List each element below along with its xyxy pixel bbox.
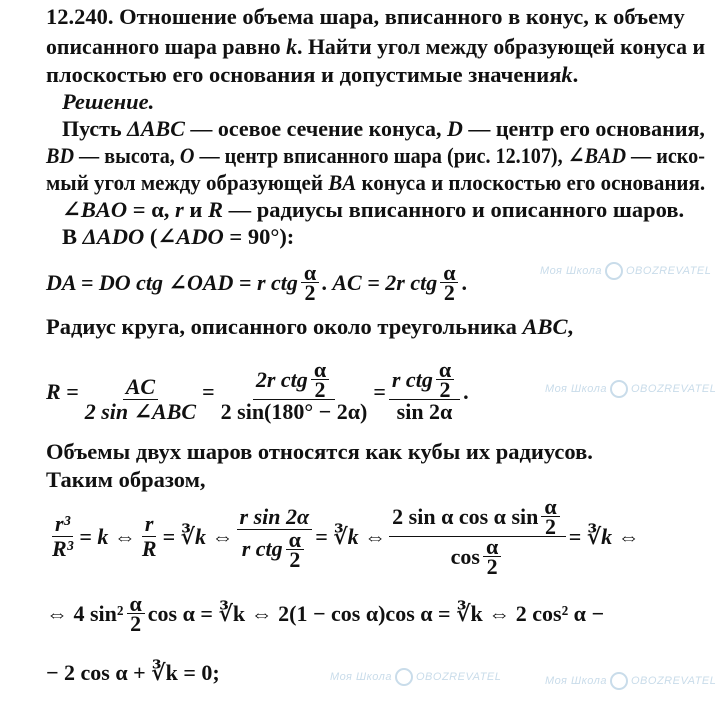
fraction	[436, 357, 454, 402]
text-segment: 2	[443, 280, 455, 305]
equation-3	[46, 494, 640, 579]
text-segment: ∠BAD	[567, 143, 627, 168]
text-segment: R	[208, 197, 224, 222]
text-segment: α	[436, 360, 454, 380]
text-segment: α	[440, 263, 458, 283]
text-segment: и	[183, 197, 208, 222]
watermark: Моя Школа OBOZREVATEL	[545, 380, 716, 398]
fraction	[49, 512, 76, 561]
text-segment: = ∛k ⇔	[315, 523, 387, 549]
watermark: Моя Школа OBOZREVATEL	[540, 262, 711, 280]
text-segment: .	[461, 269, 467, 295]
text-segment: 2	[130, 611, 142, 636]
text-segment: Таким образом,	[46, 467, 206, 492]
text-segment: ABC	[522, 314, 568, 339]
fraction	[139, 512, 160, 561]
text-segment: описанного шара равно	[46, 34, 281, 59]
text-segment: cos	[450, 543, 480, 569]
text-segment: cos α = ∛k ⇔ 2(1 − cos α)cos α = ∛k ⇔ 2 cos² α −	[147, 600, 604, 626]
problem-line-2	[46, 34, 705, 60]
solution-heading	[62, 89, 154, 115]
watermark: Моя Школа OBOZREVATEL	[330, 668, 501, 686]
radius-text	[46, 314, 573, 340]
fraction	[218, 357, 371, 424]
text-segment: .	[572, 62, 579, 87]
text-segment: 2	[545, 514, 557, 539]
text-segment: 2	[314, 377, 326, 402]
text-segment: мый угол между образующей	[46, 170, 329, 195]
text-segment: BD	[46, 143, 74, 168]
text-segment: = k ⇔	[79, 523, 136, 549]
fraction	[82, 361, 199, 424]
fraction	[541, 494, 559, 539]
text-segment: α	[301, 263, 319, 283]
text-segment: = ∛k ⇔	[162, 523, 234, 549]
text-segment: .	[463, 379, 469, 404]
text-segment: r ctg	[391, 366, 433, 392]
text-segment: k	[561, 62, 573, 87]
text-segment: 2	[439, 377, 451, 402]
text-segment: R =	[46, 379, 79, 404]
text-segment: BA	[328, 170, 357, 195]
text-segment: =	[202, 379, 215, 404]
text-segment: плоскостью его основания и допустимые значения	[46, 62, 562, 87]
text-segment: r	[175, 197, 184, 222]
fraction	[440, 260, 458, 305]
solution-p5	[62, 224, 294, 250]
text-segment: r	[144, 511, 154, 536]
text-segment: D	[447, 116, 463, 141]
text-segment: α	[483, 537, 501, 557]
text-segment: В	[62, 224, 83, 249]
text-segment: . Найти угол между образующей конуса и	[297, 34, 706, 59]
text-segment: — высота,	[73, 143, 180, 168]
text-segment: r³	[55, 511, 71, 536]
solution-p1	[62, 116, 705, 142]
text-segment: ,	[567, 314, 574, 339]
text-segment: ∠ADO	[157, 224, 224, 249]
text-segment: — иско-	[626, 143, 705, 168]
fraction	[286, 526, 304, 572]
text-segment: R³	[52, 536, 74, 561]
text-segment: DA = DO ctg ∠OAD = r ctg	[46, 269, 298, 295]
text-segment: — осевое сечение конуса,	[184, 116, 448, 141]
fraction	[237, 503, 313, 572]
text-segment: Решение.	[62, 89, 155, 114]
watermark: Моя Школа OBOZREVATEL	[545, 672, 716, 690]
text-segment: — центр вписанного шара (рис. 12.107),	[194, 143, 568, 168]
text-segment: . AC = 2r ctg	[322, 269, 438, 295]
text-segment: (	[144, 224, 158, 249]
fraction	[483, 534, 501, 579]
equation-5	[46, 660, 220, 686]
text-segment: ⇔ 4 sin²	[46, 600, 124, 626]
text-segment: =	[373, 379, 386, 404]
text-segment: r ctg	[241, 536, 283, 561]
fraction	[127, 591, 145, 636]
problem-line-3	[46, 62, 578, 88]
text-segment: — центр его основания,	[462, 116, 705, 141]
text-segment: = 90°):	[223, 224, 295, 249]
problem-line-1	[46, 4, 685, 30]
text-segment: k	[286, 34, 298, 59]
text-segment: ΔABC	[127, 116, 185, 141]
thus-text	[46, 467, 206, 493]
text-segment: − 2 cos α + ∛k = 0;	[46, 660, 220, 685]
text-segment: AC	[125, 373, 156, 399]
text-segment: 2 sin α cos α sin	[392, 503, 539, 529]
text-segment: 2 sin(180° − 2α)	[220, 399, 368, 424]
text-segment: 2	[304, 280, 316, 305]
text-segment: = ∛k ⇔	[568, 523, 640, 549]
text-segment: ΔADO	[82, 224, 145, 249]
text-segment: Объемы двух шаров относятся как кубы их радиусов.	[46, 439, 593, 464]
equation-2	[46, 357, 469, 424]
text-segment: 2 sin ∠ABC	[84, 398, 197, 424]
text-segment: — радиусы вписанного и описанного шаров.	[223, 197, 685, 222]
fraction	[389, 494, 565, 579]
equation-1	[46, 260, 467, 305]
text-segment: R	[141, 536, 157, 561]
text-segment: α	[127, 594, 145, 614]
text-segment: α	[311, 360, 329, 380]
text-segment: = α,	[127, 197, 176, 222]
text-segment: Радиус круга, описанного около треугольника	[46, 314, 523, 339]
problem-text: Отношение объема шара, вписанного в конус, к объему	[119, 4, 685, 29]
text-segment: конуса и плоскостью его основания.	[356, 170, 706, 195]
fraction	[389, 357, 460, 424]
text-segment: Пусть	[62, 116, 128, 141]
equation-4	[46, 591, 604, 636]
text-segment: sin 2α	[396, 399, 453, 424]
text-segment: 2r ctg	[255, 366, 308, 392]
solution-p4	[62, 197, 684, 223]
fraction	[301, 260, 319, 305]
solution-p2	[46, 143, 705, 169]
text-segment: r sin 2α	[239, 503, 310, 529]
text-segment: O	[179, 143, 195, 168]
text-segment: 2	[486, 554, 498, 579]
volumes-text	[46, 439, 593, 465]
fraction	[311, 357, 329, 402]
text-segment: α	[541, 497, 559, 517]
text-segment: 2	[289, 546, 301, 572]
text-segment: α	[286, 530, 304, 550]
solution-p3	[46, 170, 705, 196]
problem-number: 12.240.	[46, 4, 114, 29]
text-segment: ∠BAO	[62, 197, 128, 222]
